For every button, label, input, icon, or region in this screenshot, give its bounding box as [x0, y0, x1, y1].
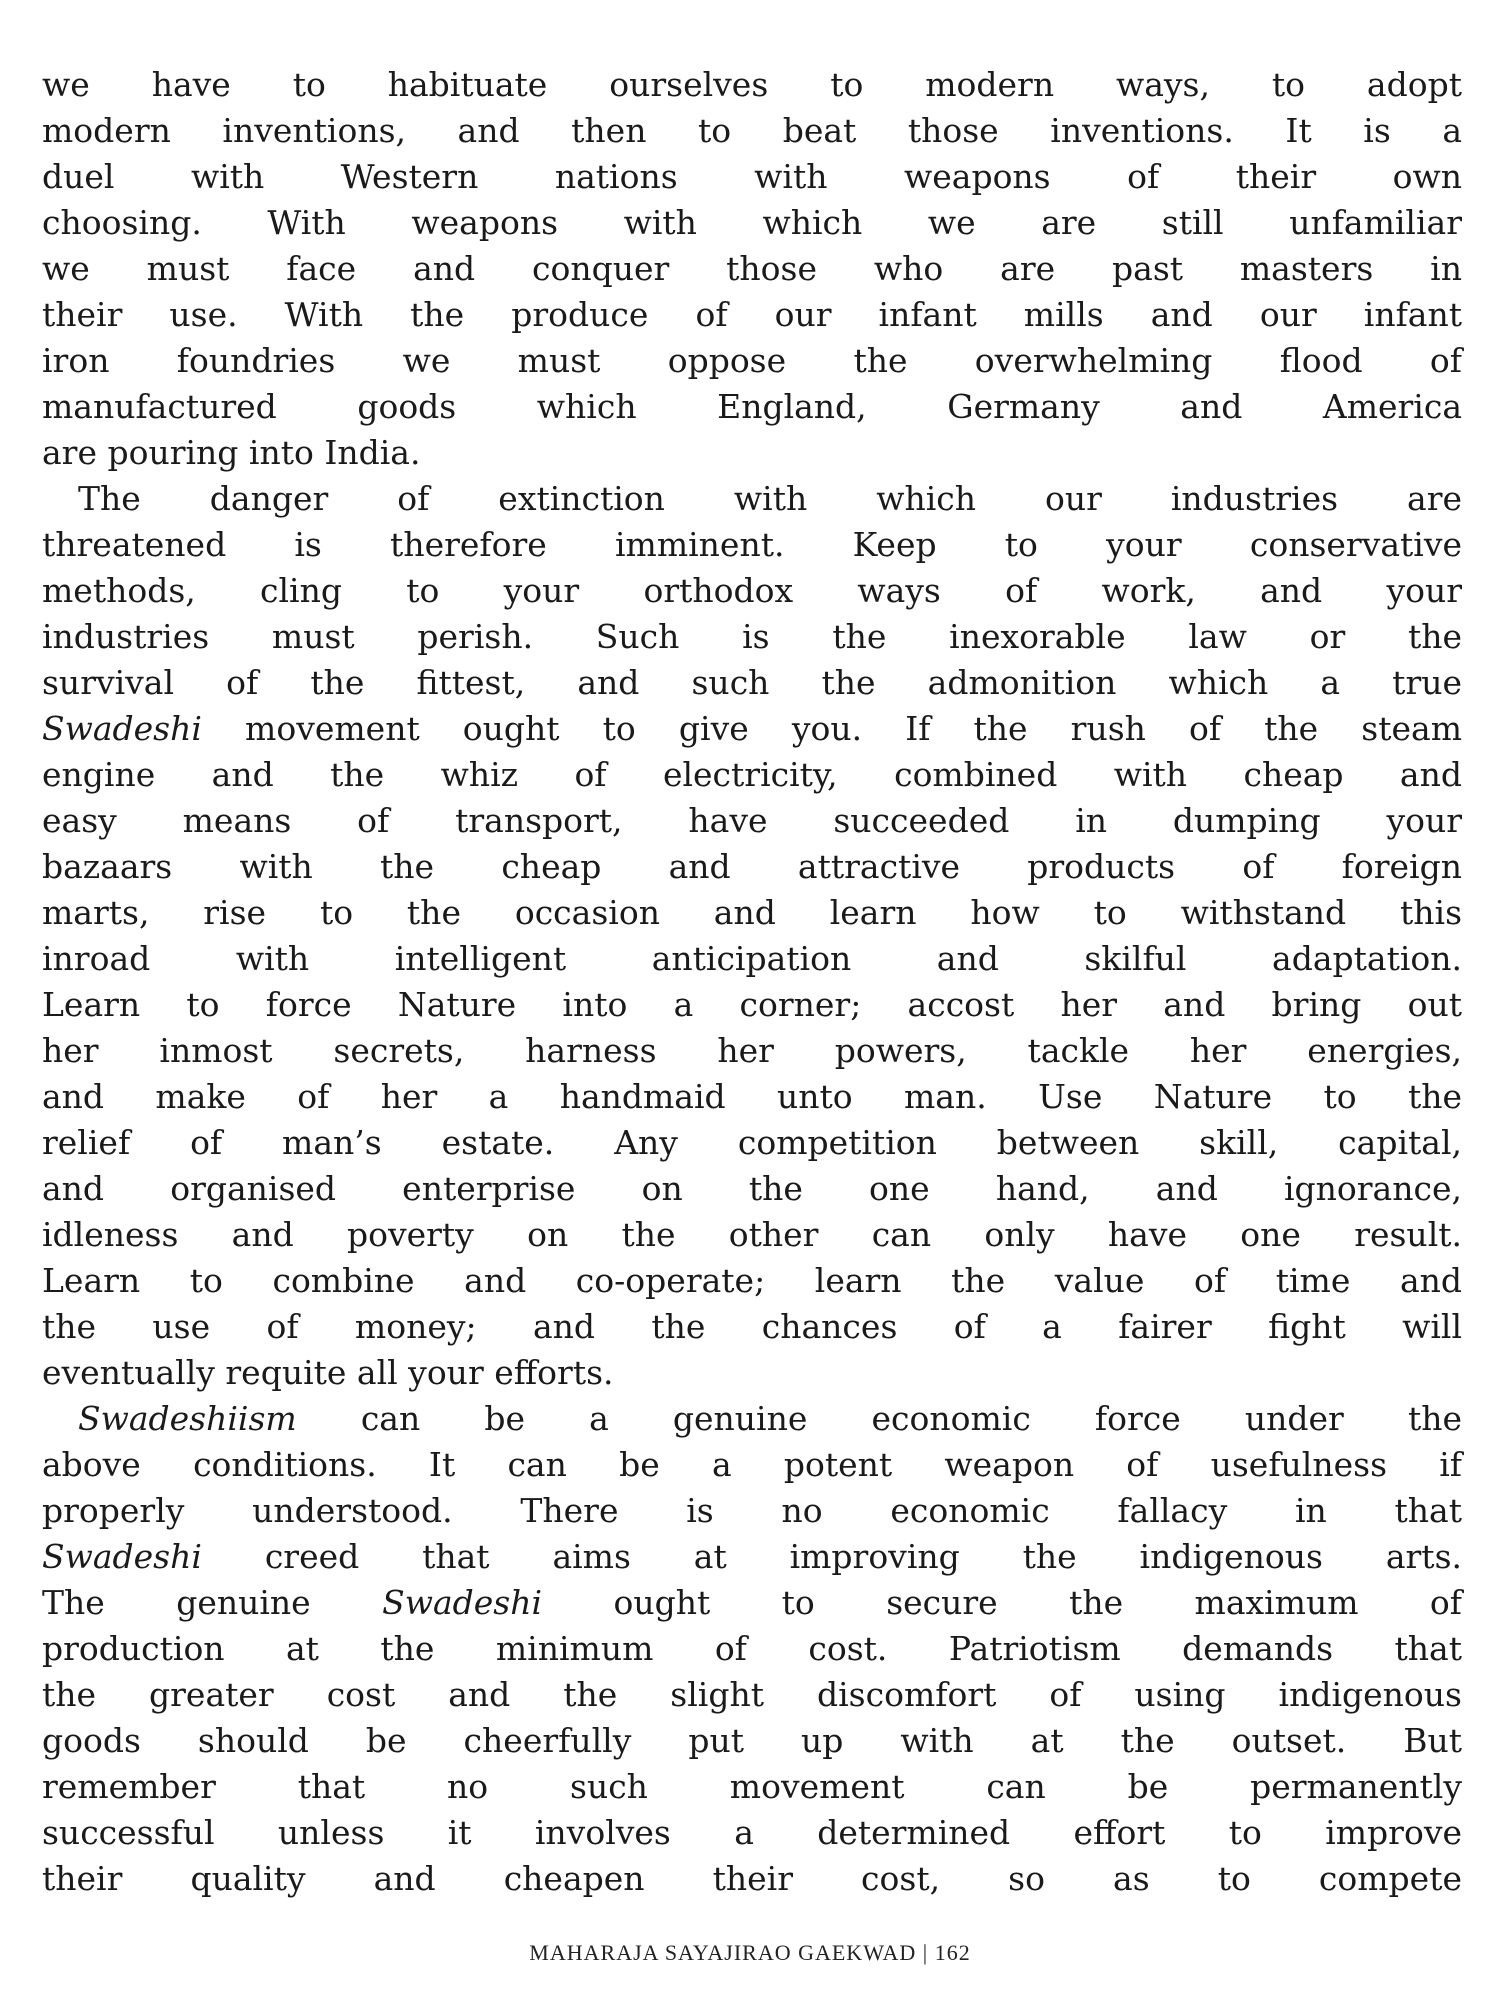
- text-line: engine and the whiz of electricity, combined with cheap and: [42, 755, 1462, 794]
- text-line: bazaars with the cheap and attractive products of foreign: [42, 847, 1462, 886]
- text-line: [42, 1580, 1462, 1626]
- text-line: successful unless it involves a determined effort to improve: [42, 1813, 1462, 1852]
- text-segment: creed that aims at improving the indigenous arts.: [264, 1537, 1462, 1576]
- text-line: we have to habituate ourselves to modern ways, to adopt: [42, 65, 1462, 104]
- text-line: eventually requite all your efforts.: [42, 1353, 614, 1392]
- paragraph-2: [42, 476, 1462, 1396]
- text-line: choosing. With weapons with which we are still unfamiliar: [42, 203, 1462, 242]
- paragraph-3: [42, 1396, 1462, 1902]
- text-line: threatened is therefore imminent. Keep to your conservative: [42, 525, 1462, 564]
- text-line: inroad with intelligent anticipation and skilful adaptation.: [42, 939, 1462, 978]
- italic-term: Swadeshi: [42, 709, 202, 748]
- text-line: [42, 1396, 1462, 1442]
- text-line: their quality and cheapen their cost, so as to compete: [42, 1859, 1462, 1898]
- text-line: properly understood. There is no economic fallacy in that: [42, 1491, 1462, 1530]
- text-line: and organised enterprise on the one hand, and ignorance,: [42, 1169, 1462, 1208]
- text-line: production at the minimum of cost. Patriotism demands that: [42, 1629, 1462, 1668]
- paragraph-1: [42, 62, 1462, 476]
- text-line: duel with Western nations with weapons of their own: [42, 157, 1462, 196]
- text-line: easy means of transport, have succeeded in dumping your: [42, 801, 1462, 840]
- text-line: are pouring into India.: [42, 433, 421, 472]
- text-line: Learn to combine and co-operate; learn the value of time and: [42, 1261, 1462, 1300]
- text-line: The danger of extinction with which our industries are: [78, 479, 1462, 518]
- page-body: [42, 62, 1462, 1902]
- page-footer: MAHARAJA SAYAJIRAO GAEKWAD | 162: [529, 1940, 971, 1965]
- italic-term: Swadeshi: [42, 1537, 202, 1576]
- text-line: and make of her a handmaid unto man. Use Nature to the: [42, 1077, 1462, 1116]
- text-line: industries must perish. Such is the inexorable law or the: [42, 617, 1462, 656]
- text-line: remember that no such movement can be permanently: [42, 1767, 1462, 1806]
- text-line: their use. With the produce of our infant mills and our infant: [42, 295, 1462, 334]
- text-line: relief of man’s estate. Any competition between skill, capital,: [42, 1123, 1462, 1162]
- text-line: methods, cling to your orthodox ways of work, and your: [42, 571, 1462, 610]
- text-line: the greater cost and the slight discomfort of using indigenous: [42, 1675, 1462, 1714]
- text-line: we must face and conquer those who are past masters in: [42, 249, 1462, 288]
- text-segment: ought to secure the maximum of: [613, 1583, 1463, 1622]
- text-line: modern inventions, and then to beat those inventions. It is a: [42, 111, 1462, 150]
- text-line: Learn to force Nature into a corner; accost her and bring out: [42, 985, 1462, 1024]
- text-segment: The genuine: [42, 1583, 311, 1622]
- text-line: idleness and poverty on the other can only have one result.: [42, 1215, 1462, 1254]
- text-line: [42, 1534, 1462, 1580]
- text-line: the use of money; and the chances of a fairer fight will: [42, 1307, 1462, 1346]
- text-line: [42, 706, 1462, 752]
- text-line: goods should be cheerfully put up with at the outset. But: [42, 1721, 1462, 1760]
- text-line: her inmost secrets, harness her powers, tackle her energies,: [42, 1031, 1462, 1070]
- text-line: survival of the fittest, and such the admonition which a true: [42, 663, 1462, 702]
- text-line: iron foundries we must oppose the overwhelming flood of: [42, 341, 1462, 380]
- italic-term: Swadeshi: [382, 1583, 543, 1622]
- italic-term: Swadeshiism: [78, 1399, 297, 1438]
- text-line: above conditions. It can be a potent weapon of usefulness if: [42, 1445, 1462, 1484]
- text-segment: can be a genuine economic force under the: [360, 1399, 1462, 1438]
- text-line: manufactured goods which England, Germany and America: [42, 387, 1462, 426]
- text-segment: movement ought to give you. If the rush of the steam: [245, 709, 1462, 748]
- text-line: marts, rise to the occasion and learn how to withstand this: [42, 893, 1462, 932]
